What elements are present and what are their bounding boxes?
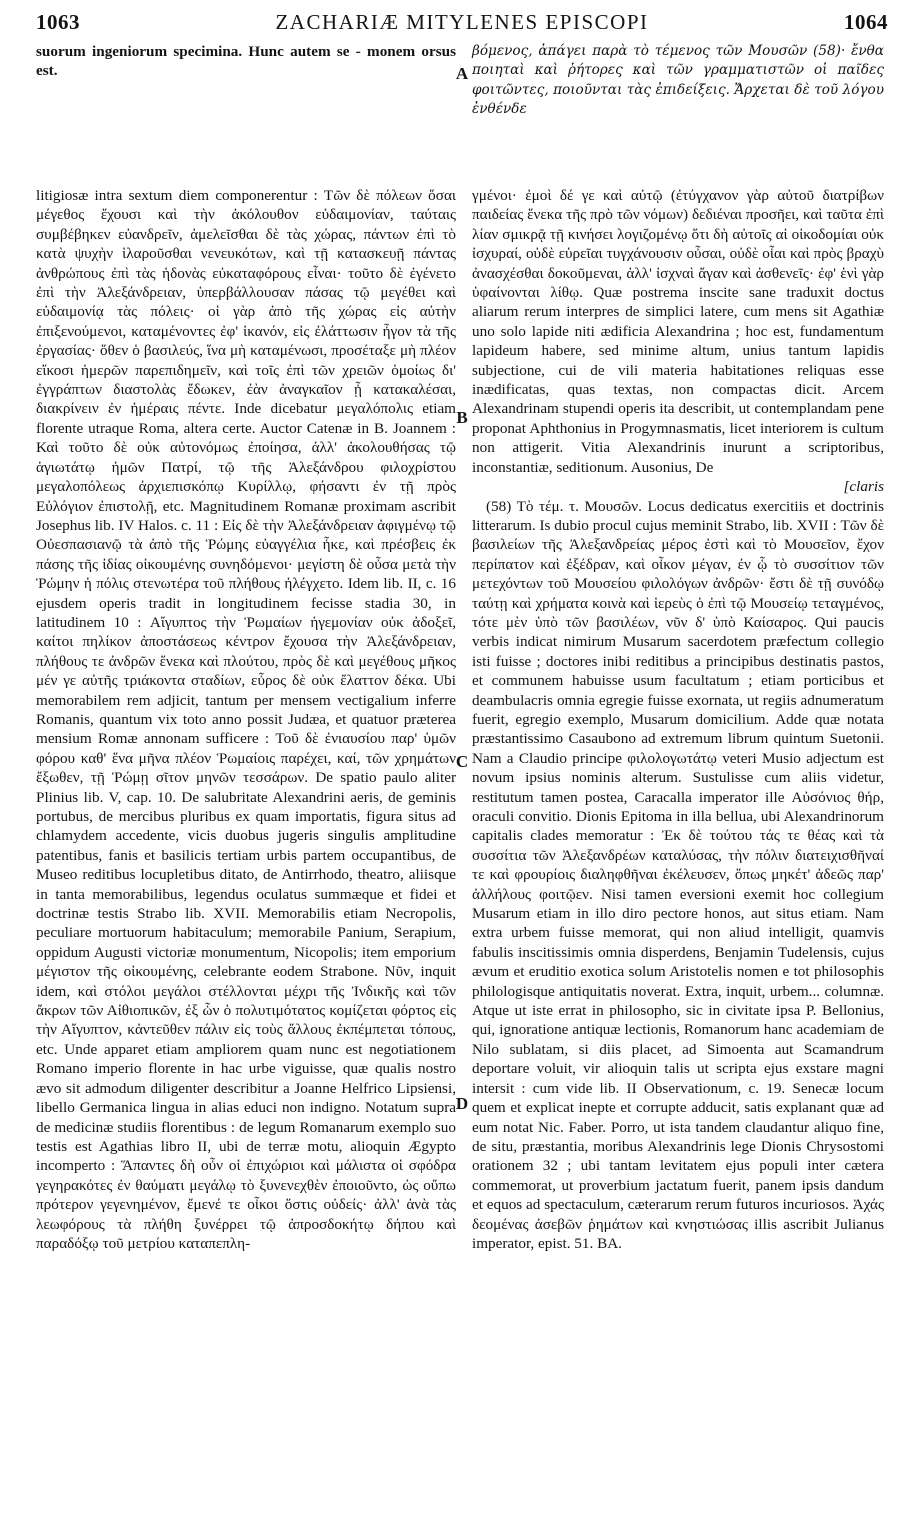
left-column-paragraph: litigiosæ intra sextum diem componerentur : Τῶν δὲ πόλεων ὅσαι μέγεθος ἔχουσι καὶ τὴν ἀκόλουθον εὐδαιμονίαν, ταύταις συμβέβηκεν εὐανδρεῖν, ἀμελεῖσθαι δὲ τὰς χώρας, πάντων ἐπὶ τὸ κατὰ ψυχὴν ἱλαροῦσθαι νενευκότων, καὶ τῇ κατασκευῇ πάντας ἀνθρώπους ἐπὶ τὰς ἡδονὰς εὐκαταφόρους εἶναι· τοῦτο δὲ ἐγένετο ἐπὶ τὴν Ἀλεξάνδρειαν, ὑπερβάλλουσαν πάσας τῷ μεγέθει καὶ εὐδαιμονίᾳ τὰς πόλεις· οἱ γὰρ ἀπὸ τῆς χώρας εἰς αὐτὴν ἐπιξενούμενοι, καταμένοντες ἐφ' ἱκανόν, εἰς ἐλάττωσιν ἦγον τὰ τῆς ἐργασίας· ὅθεν ὁ βασιλεύς, ἵνα μὴ καταμένωσι, προσέταξε μὴ πλέον εἴκοσι ἡμερῶν παρεπιδημεῖν, καὶ τοῖς ἐπὶ τῶν χρειῶν ὁμοίως δι' ἐγγράπτων διαστολὰς ἔδωκεν, ἐὰν ἀναγκαῖον ᾖ κατακαλέσαι, διακρίνειν ἐν ἡμέραις πέντε. Inde dicebatur μεγαλόπολις etiam florente utraque Roma, altera certe. Auctor Catenæ in B. Joannem : Καὶ τοῦτο δὲ οὐκ αὐτονόμως ἐποίησα, ἀλλ' ἀκολουθήσας τῷ ἁγιωτάτῳ ἡμῶν Πατρί, τῷ τῆς Ἀλεξάνδρου φιλοχρίστου μεγαλοπόλεως ἀρχιεπισκόπῳ Κυρίλλῳ, φήσαντι ἐν τῇ πρὸς Εὐλόγιον ἐπιστολῇ, etc. Magnitudinem Romanæ proximam ascribit Josephus lib. IV Halos. c. 11 : Εἰς δὲ τὴν Ἀλεξάνδρειαν ἀφιγμένῳ τῷ Οὐεσπασιανῷ τὰ ἀπὸ τῆς Ῥώμης εὐαγγέλια ἧκε, καὶ πρέσβεις ἐκ πάσης τῆς ἰδίας οἰκουμένης συνηδόμενοι· μεγίστη δὲ οὖσα μετὰ τὴν Ῥώμην ἡ πόλις στενωτέρα τοῦ πλήθους ἠλέγχετο. Idem lib. II, c. 16 ejusdem operis tradit in longitudinem fecisse stadia 30, in latitudinem 10 : Αἴγυπτος τὴν Ῥωμαίων ἡγεμονίαν οὐκ ἀδοξεῖ, καίτοι πηλίκον ἀποστάσεως κέντρον ἔχουσα τὴν Ἀλεξάνδρειαν, πλήθους τε ἀνδρῶν ἕνεκα καὶ πλούτου, πρὸς δὲ καὶ μεγέθους μῆκος μέν γε αὐτῆς τριάκοντα σταδίων, εὖρος δὲ οὐκ ἔλαττον δέκα. Ubi memorabilem rem adjicit, tantum per mensem vectigalium inferre Romanis, quantum vix toto anno possit Judæa, et quatuor præterea mensium Romæ annonam sufficere : Τοῦ δὲ ἐνιαυσίου παρ' ὑμῶν φόρου καθ' ἕνα μῆνα πλέον Ῥωμαίοις παρέχει, καί, τῶν χρημάτων ἔξωθεν, τῇ Ῥώμῃ σῖτον μηνῶν τεσσάρων. De spatio paulo aliter Plinius lib. V, cap. 10. De salubritate Alexandrini aeris, de geminis portubus, de mercibus pluribus ex quam importatis, figura situs ad chlamydem accedente, vicis duobus jugeris singulis amplitudine patentibus, fanis et basilicis tertiam urbis partem occupantibus, de Museo reditibus locupletibus ditato, de Antirrhodo, theatro, aliisque in tanta memorabilibus, legendus oculatus summæque et fidei et doctrinæ testis Strabo lib. XVII. Memorabilis etiam Necropolis, peculiare mortuorum habitaculum; memorabile Panium, Serapium, oppidum Augusti victoriæ monumentum, Nicopolis; item emporium μέγιστον τῆς οἰκουμένης, celebrante eodem Strabone. Νῦν, inquit idem, καὶ στόλοι μεγάλοι στέλλονται μέχρι τῆς Ἰνδικῆς καὶ τῶν ἄκρων τῶν Αἰθιοπικῶν, ἐξ ὧν ὁ πολυτιμότατος κομίζεται φόρτος εἰς τὴν Αἴγυπτον, κἀντεῦθεν πάλιν εἰς τοὺς ἄλλους ἐκπέμπεται τόπους, etc. Unde apparet etiam ampliorem quam nunc est negotiationem Romano imperio florente in hac urbe viguisse, quæ qualis nostro ævo sit admodum diligenter describitur a Joanne Helfrico Lipsiensi, libello Germanica lingua in alias educi non indigno. Notatum supra de medicinæ studiis florentibus : de legum Romanarum exemplo suo testis est Agathias libro II, ubi de terræ motu, alioquin Ægypto incomperto : Ἅπαντες δὴ οὖν οἱ ἐπιχώριοι καὶ μάλιστα οἱ σφόδρα γεγηρακότες ἐν θαύματι μεγάλῳ τὸ ξυνενεχθὲν ἐποιοῦντο, ὡς οὔπω πρότερον γεγενημένον, ἔμενέ τε οἶκοι ὅστις οὐδείς· ἀλλ' ἀνὰ τὰς λεωφόρους τὰ πλήθη ξυνέρρει τῷ ἀπροσδοκήτῳ δήπου καὶ παραδόξῳ τοῦ μετρίου καταπεπλη-: [36, 187, 456, 1252]
left-column: [36, 186, 456, 1253]
top-left-paragraph: suorum ingeniorum specimina. Hunc autem se - monem orsus est.: [36, 43, 456, 80]
right-column: [472, 186, 884, 1253]
top-left-text: [36, 42, 456, 81]
margin-marker-a: A: [455, 64, 469, 83]
margin-marker-c: C: [455, 752, 469, 771]
top-right-text: [472, 42, 884, 120]
page-number-right: 1064: [844, 10, 888, 34]
page-header: [36, 10, 888, 40]
margin-marker-b: B: [456, 408, 468, 427]
running-title: ZACHARIÆ MITYLENES EPISCOPI: [275, 10, 649, 34]
right-column-continuation: [claris: [843, 478, 884, 496]
footnote-58: (58) Τὸ τέμ. τ. Μουσῶν. Locus dedicatus exercitiis et doctrinis litterarum. Is dubio procul cujus meminit Strabo, lib. XVII : Τῶν δὲ βασιλείων τῆς Ἀλεξανδρείας μέρος ἐστὶ καὶ τὸ Μουσεῖον, ἔχον περίπατον καὶ ἐξέδραν, καὶ οἶκον μέγαν, ἐν ᾧ τὸ συσσίτιον τῶν μετεχόντων τοῦ Μουσείου φιλολόγων ἀνδρῶν· ἔστι δὲ τῇ συνόδῳ ταύτῃ καὶ χρήματα κοινὰ καὶ ἱερεὺς ὁ ἐπὶ τῷ Μουσείῳ τεταγμένος, τότε μὲν ὑπὸ τῶν βασιλέων, νῦν δ' ὑπὸ Καίσαρος. Qui paucis verbis indicat nimirum Musarum sacerdotem præfectum collegio isti fuisse ; doctores inibi reditibus a principibus destinatis pastos, et communem habuisse usum facultatum ; etiam porticibus et deambulacris omnia egregie fuisse exornata, ut regiis adnumeratum fuerit, egregio exemplo, Musarum domicilium. Adde quæ notata præstantissimo Casaubono ad extremum librum quintum Suetonii. Nam a Claudio principe φιλολογωτάτῳ veteri Musio adjectum est novum ipsius nominis alterum. Sustulisse cum aliis videtur, restitutum tamen postea, Caracalla imperator ille Αὐσόνιος θήρ, oraculi convitio. Dionis Epitoma in illa bellua, ubi Alexandrinorum capitalis clades memoratur : Ἐκ δὲ τούτου τάς τε θέας καὶ τὰ συσσίτια τῶν Ἀλεξανδρέων καταλύσας, τὴν πόλιν διατειχισθῆναί τε καὶ φρουρίοις διαληφθῆναι ἐκέλευσεν, ὅπως μηκέτ' ἀδεῶς παρ' ἀλλήλους φοιτῷεν. Nisi tamen eversioni exemit hoc collegium Musarum etiam in illo diro pectore honos, aut situs etiam. Nam extra urbem fuisse memorat, qui non aliud intelligit, quamvis fabulis inscitissimis omnia disperdens, Benjamin Tudelensis, cujus ævum et eruditio exotica solum Aristotelis nomen e tot philosophis philologisque antiquitatis noverat. Extra, inquit, urbem... columnæ. Atque ut iste errat in philosopho, sic in civitate ipsa P. Bellonius, qui, ignoratione antiquæ lectionis, Romanorum hanc academiam de Nilo sublatam, si diis placet, ad Simoenta aut Scamandrum deportare voluit, vir alioquin talis ut scripta ejus exstare magni intersit : cum vide lib. II Observationum, c. 19. Senecæ locum quem et explicat inepte et corrupte adducit, satis explanant quæ ad eum notat Nic. Faber. Porro, ut ista tandem claudantur aliquo fine, de situ, præstantia, moribus Alexandrinis lege Dionis Chrysostomi orationem 32 ; ubi tantam levitatem ejus populi inter cætera commemorat, ut proverbium jactatum fuerit, panem ipsis dandum et equos ad spectaculum, cæterarum rerum futuros incuriosos. Ἀχάς δεομένας ἀσεβῶν ῥημάτων καὶ κνηστιώσας illis ascribit Julianus imperator, epist. 51. BA.: [472, 497, 884, 1252]
right-column-paragraph-1: γμένοι· ἐμοὶ δέ γε καὶ αὐτῷ (ἐτύγχανον γὰρ αὐτοῦ διατρίβων παιδείας ἕνεκα τῆς πρὸ τῶν νόμων) δεδιέναι προσῆει, καὶ ταῦτα ἐπὶ λίαν σμικρᾷ τῇ κινήσει λογιζομένῳ ὅτι δὴ αὐτοῖς αἱ οἰκοδομίαι οὐκ ἰσχυραί, οὐδὲ εὑρεῖαι τυγχάνουσιν οὖσαι, οὐδὲ οἷαι καὶ πρὸς βραχὺ ἀνασχέσθαι δοκοῦμεναι, ἀλλ' ἰσχναὶ ἄγαν καὶ ἀσθενεῖς· ἐφ' ἑνὶ γὰρ ὑφαίνονται λίθῳ. Quæ postrema inscite sane traduxit doctus aliarum rerum interpres de simplici latere, cum mens sit Agathiæ uno solo lapide niti ædificia Alexandrina ; hoc est, fundamentum lapideum habere, sed minime altum, unius tantum lapidis subjectione, cui de vili materia habitationes reliquas esse inædificatas, quas textas, non compactas dicit. Arcem Alexandrinam stupendi operis ita describit, ut contemplandam pene proponat Aphthonius in Progymnasmatis, licet interiorem is cultum non attigerit. Vitia Alexandrinis inurunt a scriptoribus, inconstantiæ, seditionum. Ausonius, De: [472, 187, 884, 476]
margin-marker-d: D: [455, 1094, 469, 1113]
top-right-greek-paragraph: βόμενος, ἀπάγει παρὰ τὸ τέμενος τῶν Μουσῶν (58)· ἔνθα ποιηταὶ καὶ ῥήτορες καὶ τῶν γραμματιστῶν οἱ παῖδες φοιτῶντες, ποιοῦνται τὰς ἐπιδείξεις. Ἄρχεται δὲ τοῦ λόγου ἐνθένδε: [472, 43, 884, 118]
page-number-left: 1063: [36, 10, 80, 34]
